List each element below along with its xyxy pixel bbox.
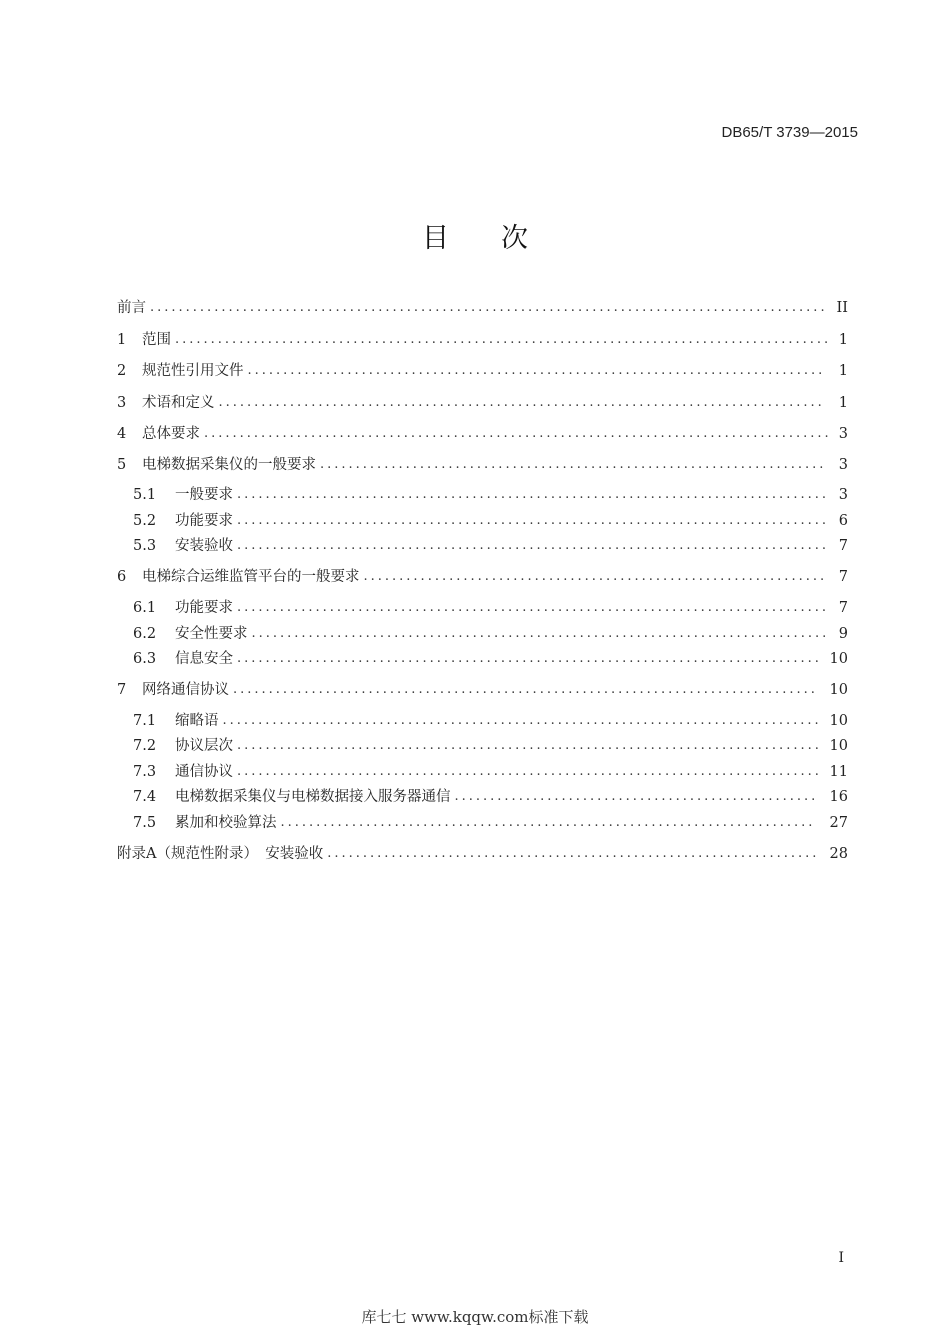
toc-label: 电梯综合运维监管平台的一般要求	[142, 569, 360, 585]
toc-page: II	[836, 300, 848, 316]
toc-number: 6.3	[133, 651, 157, 667]
toc-number: 7.1	[133, 713, 157, 729]
leader-dots: .....................................................................	[327, 846, 820, 861]
page-title: 目次	[422, 223, 580, 254]
toc-label: 术语和定义	[142, 395, 215, 411]
standard-number: DB65/T 3739—2015	[721, 124, 858, 141]
toc-number: 2	[117, 363, 127, 379]
toc-page: 10	[829, 738, 848, 754]
toc-entry[interactable]	[117, 423, 848, 445]
leader-dots: ...........................................................................	[280, 815, 816, 830]
toc-number: 7.3	[133, 764, 157, 780]
toc-entry[interactable]	[117, 812, 848, 834]
toc-page: 6	[838, 513, 848, 529]
toc-label: 功能要求	[175, 513, 233, 529]
toc-label: 总体要求	[142, 426, 200, 442]
toc-entry[interactable]	[117, 623, 848, 645]
toc-page: 7	[838, 600, 848, 616]
toc-label: 安装验收	[175, 538, 233, 554]
leader-dots: ...................................................................................	[237, 600, 829, 615]
leader-dots: ...................................................................................	[237, 487, 829, 502]
leader-dots: .................................................................................	[251, 626, 830, 641]
toc-label: 通信协议	[175, 764, 233, 780]
toc-entry[interactable]	[117, 761, 848, 783]
toc-entry[interactable]	[117, 297, 848, 319]
toc-label: 网络通信协议	[142, 682, 229, 698]
leader-dots: ..................................................................................	[237, 651, 822, 666]
toc-page: 1	[838, 363, 848, 379]
toc-page: 16	[829, 789, 848, 805]
toc-label: 范围	[142, 332, 171, 348]
toc-page: 27	[829, 815, 848, 831]
toc-entry[interactable]	[117, 566, 848, 588]
toc-entry[interactable]	[117, 392, 848, 414]
toc-label: 信息安全	[175, 651, 233, 667]
toc-page: 10	[829, 713, 848, 729]
toc-number: 7	[117, 682, 127, 698]
toc-label: 功能要求	[175, 600, 233, 616]
toc-page: 3	[838, 487, 848, 503]
toc-page: 9	[838, 626, 848, 642]
toc-entry[interactable]	[117, 597, 848, 619]
toc-number: 5.2	[133, 513, 157, 529]
toc-label: 累加和校验算法	[175, 815, 277, 831]
page-number: I	[838, 1250, 844, 1266]
toc-page: 1	[838, 395, 848, 411]
toc-number: 5	[117, 457, 127, 473]
toc-label: 附录A（规范性附录） 安装验收	[117, 846, 324, 862]
toc-page: 7	[838, 538, 848, 554]
toc-entry[interactable]	[117, 679, 848, 701]
toc-label: 规范性引用文件	[142, 363, 244, 379]
toc-number: 5.3	[133, 538, 157, 554]
toc-page: 3	[838, 426, 848, 442]
leader-dots: ...................................................................................	[237, 538, 829, 553]
toc-number: 5.1	[133, 487, 157, 503]
toc-number: 7.2	[133, 738, 157, 754]
leader-dots: ............................................................................................	[175, 332, 832, 347]
leader-dots: ...................................................................................	[237, 513, 829, 528]
leader-dots: ...............................................................................................	[150, 300, 828, 315]
leader-dots: ..................................................................................	[237, 738, 822, 753]
toc-page: 10	[829, 682, 848, 698]
leader-dots: .......................................................................	[320, 457, 827, 472]
toc-number: 6.2	[133, 626, 157, 642]
leader-dots: .................................................................	[363, 569, 828, 584]
leader-dots: ...................................................	[454, 789, 819, 804]
toc-entry[interactable]	[117, 648, 848, 670]
toc-label: 一般要求	[175, 487, 233, 503]
leader-dots: ..................................................................................	[237, 764, 822, 779]
toc-page: 10	[829, 651, 848, 667]
toc-number: 4	[117, 426, 127, 442]
toc-page: 7	[838, 569, 848, 585]
toc-page: 1	[838, 332, 848, 348]
toc-entry[interactable]	[117, 360, 848, 382]
toc-number: 6	[117, 569, 127, 585]
leader-dots: ........................................................................................	[204, 426, 832, 441]
toc-label: 安全性要求	[175, 626, 248, 642]
toc-entry[interactable]	[117, 843, 848, 865]
toc-label: 协议层次	[175, 738, 233, 754]
toc-number: 3	[117, 395, 127, 411]
leader-dots: ..................................................................................	[233, 682, 818, 697]
toc-label: 缩略语	[175, 713, 219, 729]
toc-number: 7.5	[133, 815, 157, 831]
toc-page: 11	[829, 764, 848, 780]
toc-label: 前言	[117, 300, 146, 316]
toc-entry[interactable]	[117, 735, 848, 757]
toc-label: 电梯数据采集仪的一般要求	[142, 457, 316, 473]
leader-dots: .....................................................................................	[218, 395, 825, 410]
toc-entry[interactable]	[117, 535, 848, 557]
leader-dots: .................................................................................	[247, 363, 826, 378]
toc-entry[interactable]	[117, 329, 848, 351]
toc-entry[interactable]	[117, 510, 848, 532]
toc-number: 6.1	[133, 600, 157, 616]
footer-watermark: 库七七 www.kqqw.com标准下载	[361, 1308, 589, 1326]
toc-page: 28	[829, 846, 848, 862]
toc-entry[interactable]	[117, 484, 848, 506]
toc-entry[interactable]	[117, 710, 848, 732]
toc-number: 1	[117, 332, 127, 348]
toc-number: 7.4	[133, 789, 157, 805]
toc-entry[interactable]	[117, 786, 848, 808]
leader-dots: ....................................................................................	[222, 713, 822, 728]
toc-entry[interactable]	[117, 454, 848, 476]
toc-label: 电梯数据采集仪与电梯数据接入服务器通信	[175, 789, 451, 805]
toc-page: 3	[838, 457, 848, 473]
